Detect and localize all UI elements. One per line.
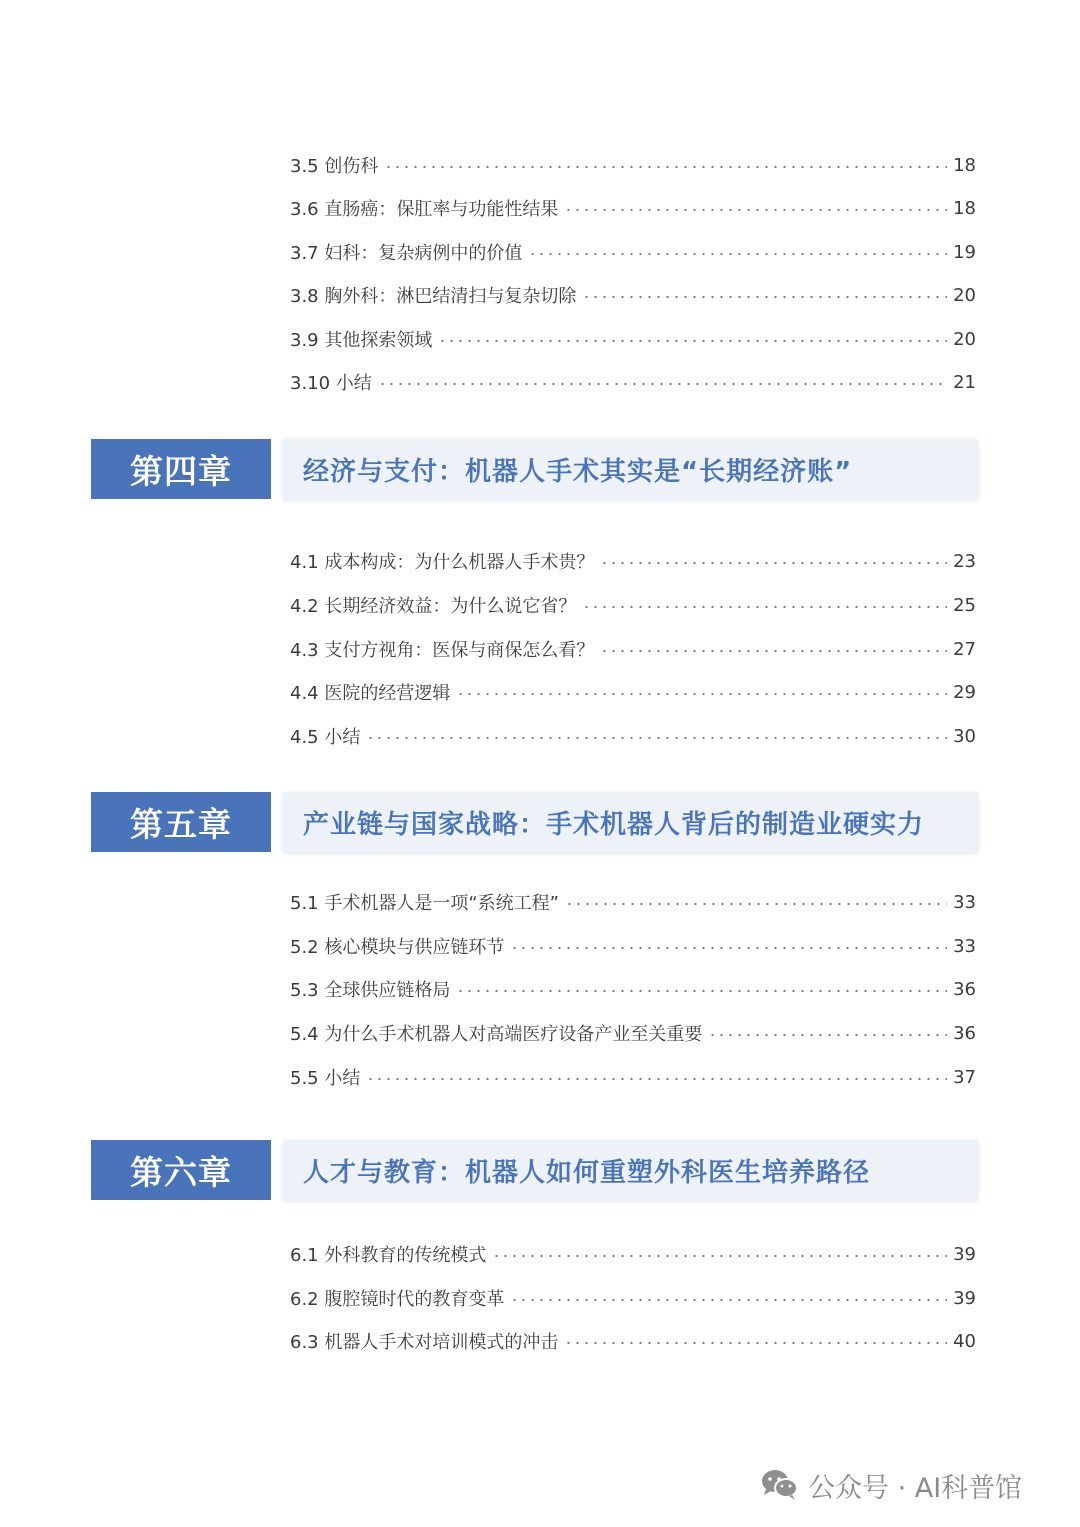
dot-leader	[708, 1034, 947, 1036]
dot-leader	[366, 737, 947, 739]
toc-entry[interactable]	[290, 974, 976, 1004]
toc-entry-page: 23	[953, 550, 976, 572]
chapter-title: 人才与教育：机器人如何重塑外科医生培养路径	[283, 1140, 978, 1200]
chapter-badge: 第五章	[91, 792, 271, 852]
toc-entry-page: 36	[953, 1022, 976, 1044]
dot-leader	[600, 562, 947, 564]
toc-entry[interactable]	[290, 150, 976, 180]
chapter-header-4[interactable]	[91, 439, 978, 499]
chapter-header-6[interactable]	[91, 1140, 978, 1200]
toc-entry-page: 39	[953, 1243, 976, 1265]
dot-leader	[582, 606, 947, 608]
toc-entry[interactable]	[290, 634, 976, 664]
toc-entry-page: 21	[953, 371, 976, 393]
toc-entry[interactable]	[290, 887, 976, 917]
watermark-text: 公众号 · AI科普馆	[808, 1472, 1023, 1504]
toc-entry[interactable]	[290, 677, 976, 707]
toc-entry-label: 4.3 支付方视角：医保与商保怎么看？	[290, 640, 595, 661]
toc-entry-page: 36	[953, 978, 976, 1000]
dot-leader	[366, 1078, 947, 1080]
dot-leader	[378, 383, 947, 385]
dot-leader	[510, 947, 947, 949]
toc-entry[interactable]	[290, 1326, 976, 1356]
toc-entry-page: 19	[953, 241, 976, 263]
toc-entry-page: 30	[953, 725, 976, 747]
toc-entry[interactable]	[290, 1283, 976, 1313]
toc-entry[interactable]	[290, 931, 976, 961]
toc-entry[interactable]	[290, 324, 976, 354]
toc-entry-label: 3.7 妇科：复杂病例中的价值	[290, 243, 523, 264]
toc-entry-page: 20	[953, 328, 976, 350]
chapter-badge: 第四章	[91, 439, 271, 499]
toc-entry-label: 5.4 为什么手术机器人对高端医疗设备产业至关重要	[290, 1024, 703, 1045]
toc-entry-label: 4.4 医院的经营逻辑	[290, 683, 451, 704]
dot-leader	[565, 903, 947, 905]
dot-leader	[600, 650, 947, 652]
toc-entry-page: 20	[953, 284, 976, 306]
toc-entry-label: 3.5 创伤科	[290, 156, 379, 177]
chapter-badge: 第六章	[91, 1140, 271, 1200]
toc-entry-label: 5.3 全球供应链格局	[290, 980, 451, 1001]
dot-leader	[510, 1299, 947, 1301]
toc-entry[interactable]	[290, 1239, 976, 1269]
dot-leader	[492, 1255, 947, 1257]
toc-entry-label: 5.2 核心模块与供应链环节	[290, 937, 505, 958]
toc-entry-label: 6.2 腹腔镜时代的教育变革	[290, 1289, 505, 1310]
dot-leader	[456, 990, 947, 992]
dot-leader	[582, 296, 947, 298]
toc-entry-page: 40	[953, 1330, 976, 1352]
toc-entry-page: 37	[953, 1066, 976, 1088]
toc-entry-label: 3.9 其他探索领域	[290, 330, 433, 351]
dot-leader	[528, 253, 947, 255]
dot-leader	[384, 166, 947, 168]
toc-entry-page: 18	[953, 197, 976, 219]
toc-entry-label: 6.3 机器人手术对培训模式的冲击	[290, 1332, 559, 1353]
dot-leader	[438, 340, 947, 342]
toc-entry[interactable]	[290, 193, 976, 223]
toc-entry-page: 29	[953, 681, 976, 703]
toc-entry[interactable]	[290, 1062, 976, 1092]
toc-entry-label: 4.1 成本构成：为什么机器人手术贵？	[290, 552, 595, 573]
toc-entry-label: 5.1 手术机器人是一项“系统工程”	[290, 893, 559, 914]
toc-entry[interactable]	[290, 590, 976, 620]
dot-leader	[564, 209, 947, 211]
toc-entry-page: 18	[953, 154, 976, 176]
wechat-icon	[760, 1468, 800, 1502]
toc-entry[interactable]	[290, 280, 976, 310]
toc-entry-label: 4.2 长期经济效益：为什么说它省？	[290, 596, 577, 617]
toc-entry[interactable]	[290, 1018, 976, 1048]
dot-leader	[456, 693, 947, 695]
toc-entry-label: 3.10 小结	[290, 373, 372, 394]
toc-entry-label: 5.5 小结	[290, 1068, 361, 1089]
watermark	[760, 1465, 1022, 1505]
toc-entry-page: 27	[953, 638, 976, 660]
toc-entry-page: 33	[953, 891, 976, 913]
toc-entry[interactable]	[290, 721, 976, 751]
toc-entry[interactable]	[290, 237, 976, 267]
chapter-title: 产业链与国家战略：手术机器人背后的制造业硬实力	[283, 792, 978, 852]
toc-entry-label: 3.8 胸外科：淋巴结清扫与复杂切除	[290, 286, 577, 307]
dot-leader	[564, 1342, 947, 1344]
toc-entry-page: 33	[953, 935, 976, 957]
toc-entry[interactable]	[290, 546, 976, 576]
chapter-header-5[interactable]	[91, 792, 978, 852]
toc-entry-label: 4.5 小结	[290, 727, 361, 748]
toc-entry[interactable]	[290, 367, 976, 397]
toc-entry-page: 39	[953, 1287, 976, 1309]
toc-entry-page: 25	[953, 594, 976, 616]
toc-entry-label: 6.1 外科教育的传统模式	[290, 1245, 487, 1266]
chapter-title: 经济与支付：机器人手术其实是“长期经济账”	[283, 439, 978, 499]
toc-entry-label: 3.6 直肠癌：保肛率与功能性结果	[290, 199, 559, 220]
